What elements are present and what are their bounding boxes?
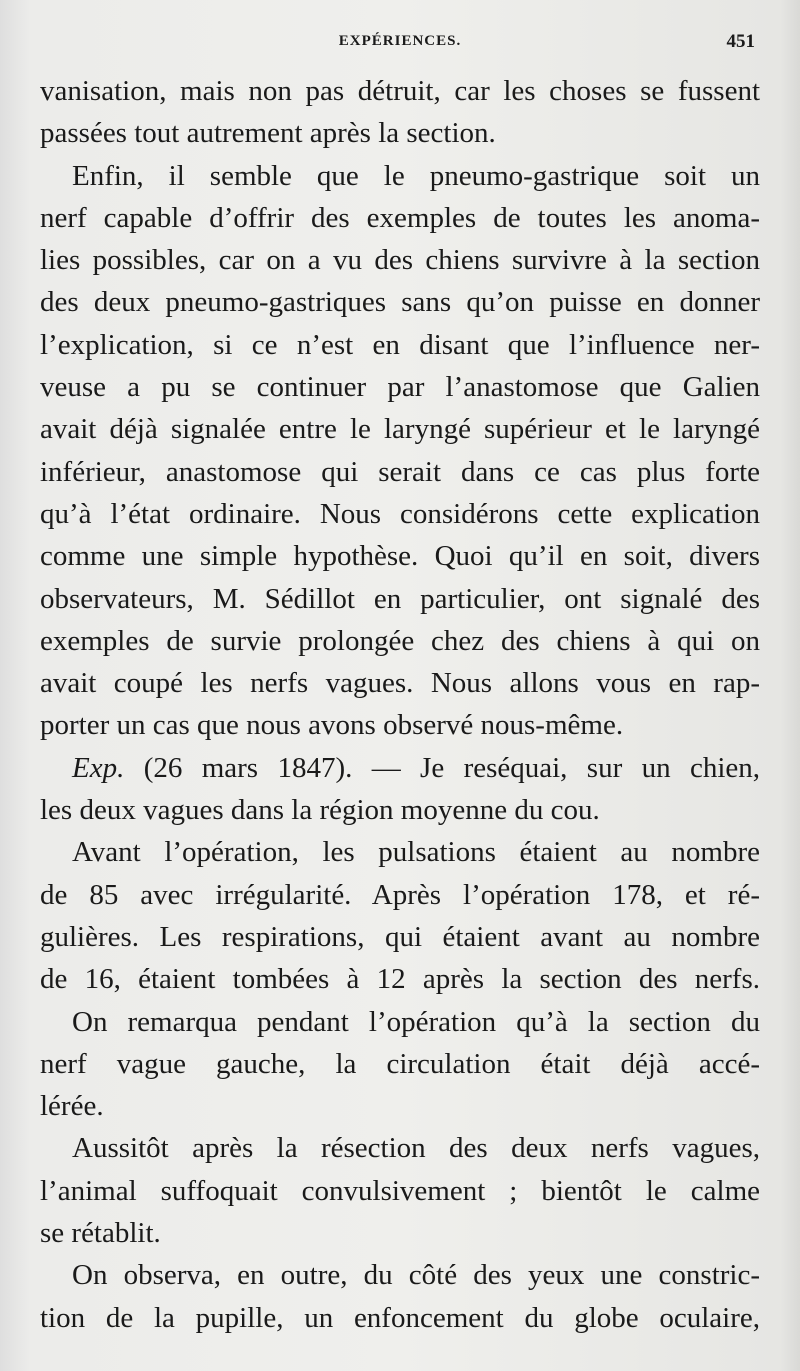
line-text: de 16, étaient tombées à 12 après la section des nerfs. bbox=[40, 963, 760, 996]
line-text: qu’à l’état ordinaire. Nous considérons cette explication bbox=[40, 497, 760, 530]
line-text: Avant l’opération, les pulsations étaient au nombre bbox=[72, 836, 760, 869]
line-text: observateurs, M. Sédillot en particulier, ont signalé des bbox=[40, 582, 760, 615]
experiment-label: Exp. bbox=[72, 751, 125, 784]
text-line bbox=[40, 1254, 760, 1296]
text-line bbox=[40, 535, 760, 577]
line-text: se rétablit. bbox=[40, 1217, 161, 1250]
line-text: lies possibles, car on a vu des chiens survivre à la section bbox=[40, 244, 760, 277]
text-line bbox=[40, 874, 760, 916]
text-line bbox=[40, 451, 760, 493]
text-line bbox=[40, 620, 760, 662]
text-line bbox=[40, 239, 760, 281]
text-line bbox=[40, 916, 760, 958]
line-text: avait coupé les nerfs vagues. Nous allons vous en rap- bbox=[40, 667, 760, 700]
text-line bbox=[40, 1001, 760, 1043]
line-text: l’animal suffoquait convulsivement ; bientôt le calme bbox=[40, 1174, 760, 1207]
running-head bbox=[40, 33, 760, 57]
text-line bbox=[40, 958, 760, 1000]
text-line bbox=[40, 197, 760, 239]
text-line bbox=[40, 1170, 760, 1212]
line-text: comme une simple hypothèse. Quoi qu’il en soit, divers bbox=[40, 540, 760, 573]
line-text: l’explication, si ce n’est en disant que l’influence ner- bbox=[40, 328, 760, 361]
text-line bbox=[40, 1085, 760, 1127]
text-line bbox=[40, 493, 760, 535]
line-text: veuse a pu se continuer par l’anastomose que Galien bbox=[40, 371, 760, 404]
text-line bbox=[40, 789, 760, 831]
text-line bbox=[40, 281, 760, 323]
line-text: tion de la pupille, un enfoncement du globe oculaire, bbox=[40, 1301, 760, 1334]
line-text: On remarqua pendant l’opération qu’à la section du bbox=[72, 1005, 760, 1038]
running-title: EXPÉRIENCES. bbox=[338, 33, 462, 49]
text-line bbox=[40, 324, 760, 366]
line-text: Enfin, il semble que le pneumo-gastrique soit un bbox=[72, 159, 760, 192]
text-line bbox=[40, 1212, 760, 1254]
text-line bbox=[40, 408, 760, 450]
line-text: des deux pneumo-gastriques sans qu’on puisse en donner bbox=[40, 286, 760, 319]
text-line bbox=[40, 578, 760, 620]
line-text: gulières. Les respirations, qui étaient avant au nombre bbox=[40, 920, 760, 953]
text-line bbox=[40, 747, 760, 789]
text-line bbox=[40, 1127, 760, 1169]
text-line bbox=[40, 704, 760, 746]
line-text: lérée. bbox=[40, 1090, 104, 1123]
text-line bbox=[40, 831, 760, 873]
line-text: On observa, en outre, du côté des yeux une constric- bbox=[72, 1259, 760, 1292]
line-text: inférieur, anastomose qui serait dans ce cas plus forte bbox=[40, 455, 760, 488]
line-text: de 85 avec irrégularité. Après l’opération 178, et ré- bbox=[40, 878, 760, 911]
line-text: nerf vague gauche, la circulation était déjà accé- bbox=[40, 1047, 760, 1080]
line-text: porter un cas que nous avons observé nous-même. bbox=[40, 709, 624, 742]
line-text: (26 mars 1847). — Je reséquai, sur un chien, bbox=[124, 751, 760, 784]
text-line bbox=[40, 1043, 760, 1085]
text-line bbox=[40, 155, 760, 197]
text-line bbox=[40, 366, 760, 408]
line-text: vanisation, mais non pas détruit, car les choses se fussent bbox=[40, 75, 760, 107]
line-text: les deux vagues dans la région moyenne du cou. bbox=[40, 794, 600, 827]
text-line bbox=[40, 1297, 760, 1339]
line-text: passées tout autrement après la section. bbox=[40, 117, 496, 150]
text-line bbox=[40, 662, 760, 704]
line-text: avait déjà signalée entre le laryngé supérieur et le laryngé bbox=[40, 413, 760, 446]
text-line bbox=[40, 70, 760, 112]
line-text: nerf capable d’offrir des exemples de toutes les anoma- bbox=[40, 201, 760, 234]
page-number: 451 bbox=[726, 31, 755, 52]
line-text: exemples de survie prolongée chez des chiens à qui on bbox=[40, 624, 760, 657]
text-line bbox=[40, 112, 760, 154]
body-text bbox=[40, 70, 760, 1339]
line-text: Aussitôt après la résection des deux nerfs vagues, bbox=[72, 1132, 760, 1165]
